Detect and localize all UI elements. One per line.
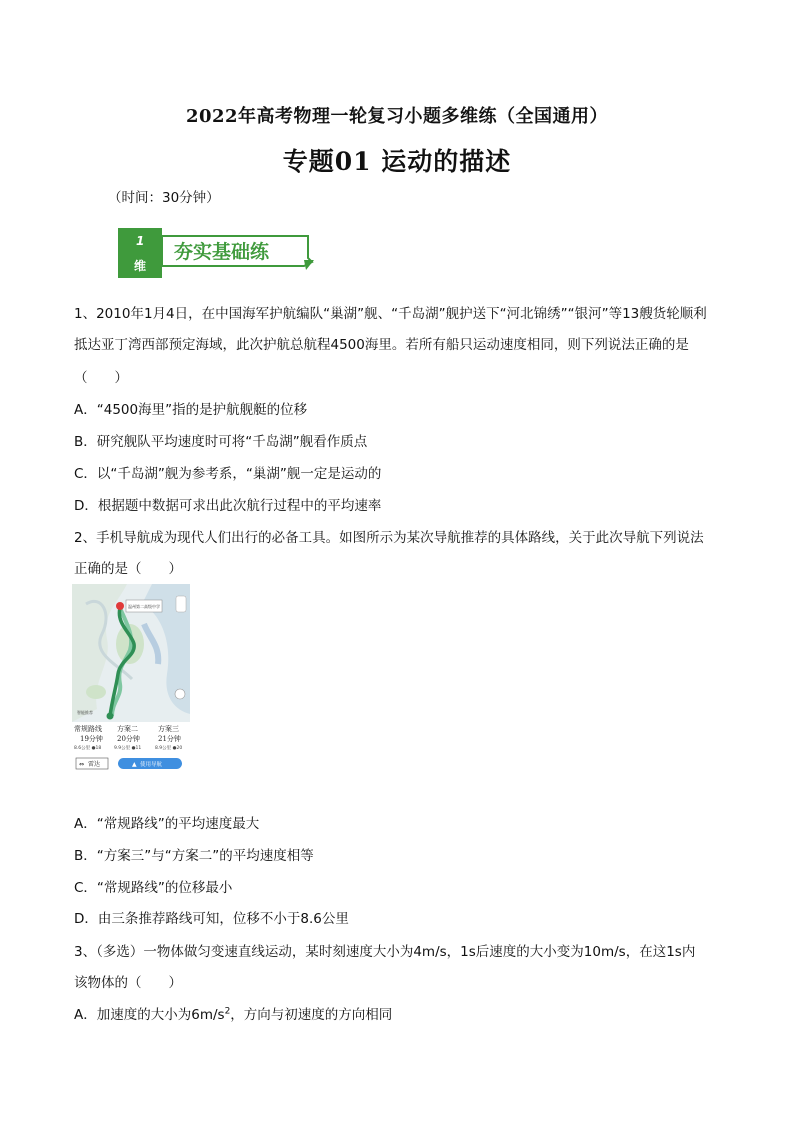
q3-option-a (74, 1003, 392, 1023)
svg-text:21分钟: 21分钟 (158, 735, 181, 743)
radar-icon: ⇔ (79, 761, 85, 768)
map-park-area-2 (86, 685, 106, 699)
q1-option-d: D．根据题中数据可求出此次航行过程中的平均速率 (74, 498, 382, 514)
q1-stem-line3: （ ） (74, 370, 128, 386)
svg-text:方案三: 方案三 (158, 725, 179, 733)
q2-stem-line1: 2、手机导航成为现代人们出行的必备工具。如图所示为某次导航推荐的具体路线，关于此次导航下列说法 (74, 530, 704, 546)
q3-option-a-rest: ，方向与初速度的方向相同 (230, 1007, 393, 1023)
q1-option-a: A．“4500海里”指的是护航舰艇的位移 (74, 402, 308, 418)
banner-corner-icon (304, 260, 314, 270)
locate-button-icon[interactable] (175, 689, 185, 699)
q1-stem-line2: 抵达亚丁湾西部预定海域，此次护航总航程4500海里。若所有船只运动速度相同，则下列说法正确的是 (74, 337, 689, 353)
section-banner (118, 228, 318, 278)
q3-option-a-text: A．加速度的大小为6m/s (74, 1007, 225, 1023)
document-subtitle: 专题01 运动的描述 (282, 147, 512, 176)
q2-stem-line2: 正确的是（ ） (74, 561, 182, 577)
q1-option-c: C．以“千岛湖”舰为参考系，“巢湖”舰一定是运动的 (74, 466, 382, 482)
smart-recommend-label: 智能推荐 (77, 710, 93, 715)
banner-label: 夯实基础练 (174, 241, 270, 263)
start-navigation-label: 使用导航 (140, 762, 163, 768)
start-point-icon (107, 713, 114, 720)
svg-text:8.9公里 ●20: 8.9公里 ●20 (155, 746, 183, 751)
q2-option-a: A．“常规路线”的平均速度最大 (74, 816, 260, 832)
q3-option-a-exponent: 2 (224, 1006, 231, 1017)
map-graphic (72, 584, 190, 772)
q2-option-d: D．由三条推荐路线可知，位移不小于8.6公里 (74, 911, 349, 927)
svg-text:常规路线: 常规路线 (74, 725, 102, 733)
q1-stem-line1: 1、2010年1月4日，在中国海军护航编队“巢湖”舰、“千岛湖”舰护送下“河北锦绣”“银河”等13艘货轮顺利 (74, 306, 707, 322)
destination-label: 温州第二高级中学 (128, 604, 160, 609)
destination-pin-icon (116, 602, 124, 610)
q3-stem-line1: 3、（多选）一物体做匀变速直线运动，某时刻速度大小为4m/s，1s后速度的大小变为10m/s，在这1s内 (74, 944, 696, 960)
banner-graphic (118, 228, 318, 278)
q3-stem-line2: 该物体的（ ） (74, 975, 182, 991)
svg-text:8.6公里 ●18: 8.6公里 ●18 (74, 746, 102, 751)
navigation-map-figure (72, 584, 190, 772)
navigate-icon: ▲ (132, 761, 137, 768)
banner-unit: 维 (134, 259, 147, 273)
q2-option-b: B．“方案三”与“方案二”的平均速度相等 (74, 848, 314, 864)
svg-text:9.9公里 ●11: 9.9公里 ●11 (114, 746, 142, 751)
radar-button-label: 雷达 (88, 761, 101, 768)
route-option-2[interactable] (114, 724, 141, 751)
document-title: 2022年高考物理一轮复习小题多维练（全国通用） (185, 106, 609, 127)
svg-text:方案二: 方案二 (117, 725, 138, 733)
svg-text:20分钟: 20分钟 (117, 735, 140, 743)
banner-number: 1 (136, 234, 145, 248)
svg-text:19分钟: 19分钟 (80, 735, 103, 743)
route-option-3[interactable] (155, 724, 182, 751)
q1-option-b: B．研究舰队平均速度时可将“千岛湖”舰看作质点 (74, 434, 368, 450)
map-layers-icon[interactable] (176, 596, 186, 612)
time-limit: （时间：30分钟） (108, 190, 220, 206)
q2-option-c: C．“常规路线”的位移最小 (74, 880, 233, 896)
